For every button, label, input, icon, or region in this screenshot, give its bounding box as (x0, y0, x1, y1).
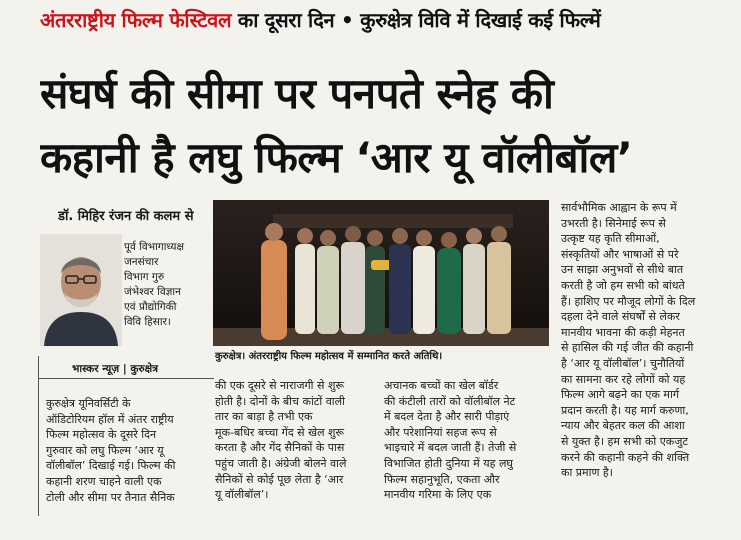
text-line: की एक दूसरे से नाराजगी से शुरू (215, 379, 344, 392)
headline (40, 62, 740, 190)
kicker-highlight: अंतरराष्ट्रीय फिल्म फेस्टिवल (40, 8, 232, 32)
text-line: होती है। दोनों के बीच कांटों वाली (215, 394, 345, 408)
photo-caption: कुरुक्षेत्र। अंतरराष्ट्रीय फिल्म महोत्सव में सम्मानित करते अतिथि। (215, 351, 443, 362)
author-credentials (124, 240, 214, 330)
article-column-4 (561, 200, 733, 481)
text-line: की कंटीली तारों को वॉलीबॉल नेट (384, 394, 516, 408)
text-line: न्याय और बेहतर कल की आशा (561, 419, 685, 433)
text-line: उन साझा अनुभवों से सीधे बात (561, 263, 684, 277)
text-line: है ‘आर यू वॉलीबॉल’। चुनौतियों (561, 356, 685, 370)
text-line: यू वॉलीबॉल’। (215, 488, 269, 502)
headline-line-1: संघर्ष की सीमा पर पनपते स्नेह की (40, 69, 554, 118)
author-line: विभाग गुरु (124, 271, 165, 283)
author-line: विवि हिसार। (124, 316, 171, 328)
article-column-1 (46, 396, 210, 505)
text-line: मानवीय गरिमा के लिए एक (384, 488, 492, 502)
text-line: करता है और गेंद सैनिकों के पास (215, 441, 345, 455)
author-line: जनसंचार (124, 256, 159, 268)
text-line: और परेशानियां सहज रूप से (384, 425, 497, 439)
text-line: प्रदान करती है। यह मार्ग करुणा, (561, 403, 689, 417)
text-line: संस्कृतियों और भाषाओं से परे (561, 247, 679, 261)
text-line: से युक्त है। हम सभी को एकजुट (561, 434, 688, 448)
event-photo (213, 200, 549, 346)
text-line: हैं। हाशिए पर मौजूद लोगों के दिल (561, 294, 696, 308)
text-line: पहुंच जाती है। अंग्रेजी बोलने वाले (215, 456, 347, 470)
text-line: सैनिकों से कोई पूछ लेता है ‘आर (215, 472, 344, 486)
text-line: से हासिल की गई जीत की कहानी (561, 341, 694, 355)
column-divider (38, 356, 39, 516)
article-column-2 (215, 378, 377, 503)
news-agency-dateline: भास्कर न्यूज़ | कुरुक्षेत्र (72, 363, 158, 375)
text-line: मूक-बधिर बच्चा गेंद से खेल शुरू (215, 425, 345, 439)
author-line: एवं प्रौद्योगिकी (124, 301, 177, 313)
text-line: का प्रमाण है। (561, 466, 613, 480)
text-line: तार का बाड़ा है तभी एक (215, 410, 313, 424)
agency-underline (38, 378, 214, 379)
text-line: गुरुवार को लघु फिल्म ‘आर यू (46, 443, 164, 457)
kicker-line (40, 6, 730, 40)
text-line: सार्वभौमिक आह्वान के रूप में (561, 201, 677, 214)
text-line: टोली और सीमा पर तैनात सैनिक (46, 490, 175, 504)
author-photo (40, 234, 122, 346)
byline: डॉ. मिहिर रंजन की कलम से (58, 209, 194, 224)
kicker-rest: का दूसरा दिन • कुरुक्षेत्र विवि में दिखाई कई फिल्में (237, 8, 601, 32)
author-line: पूर्व विभागाध्यक्ष (124, 241, 184, 253)
text-line: फिल्म आगे बढ़ने का एक मार्ग (561, 388, 680, 402)
author-line: जंभेश्वर विज्ञान (124, 286, 181, 298)
text-line: करने की कहानी कहने की शक्ति (561, 450, 690, 464)
text-line: दहला देने वाले संघर्षों से लेकर (561, 310, 680, 324)
text-line: उभरती है। सिनेमाई रूप से (561, 216, 666, 230)
text-line: करती है जो हम सभी को बांधते (561, 278, 685, 292)
text-line: भाइचारे में बदल जाती हैं। तेजी से (384, 441, 517, 455)
text-line: ऑडिटोरियम हॉल में अंतर राष्ट्रीय (46, 412, 174, 426)
text-line: फिल्म महोत्सव के दूसरे दिन (46, 428, 157, 442)
headline-line-2: कहानी है लघु फिल्म ‘आर यू वॉलीबॉल’ (40, 133, 633, 182)
text-line: का सामना कर रहे लोगों को यह (561, 372, 686, 386)
text-line: मानवीय भावना की कड़ी मेहनत (561, 325, 685, 339)
text-line: कुरुक्षेत्र यूनिवर्सिटी के (46, 397, 131, 410)
text-line: फिल्म सहानुभूति, एकता और (384, 472, 500, 486)
text-line: में बदल देता है और सारी पीड़ाएं (384, 410, 510, 424)
text-line: वॉलीबॉल’ दिखाई गई। फिल्म की (46, 459, 176, 473)
text-line: उत्कृष्ट यह कृति सीमाओं, (561, 232, 660, 246)
article-column-3 (384, 378, 552, 503)
text-line: अचानक बच्चों का खेल बॉर्डर (384, 379, 499, 392)
text-line: विभाजित होती दुनिया में यह लघु (384, 456, 513, 470)
text-line: कहानी शरण चाहने वाली एक (46, 474, 162, 488)
